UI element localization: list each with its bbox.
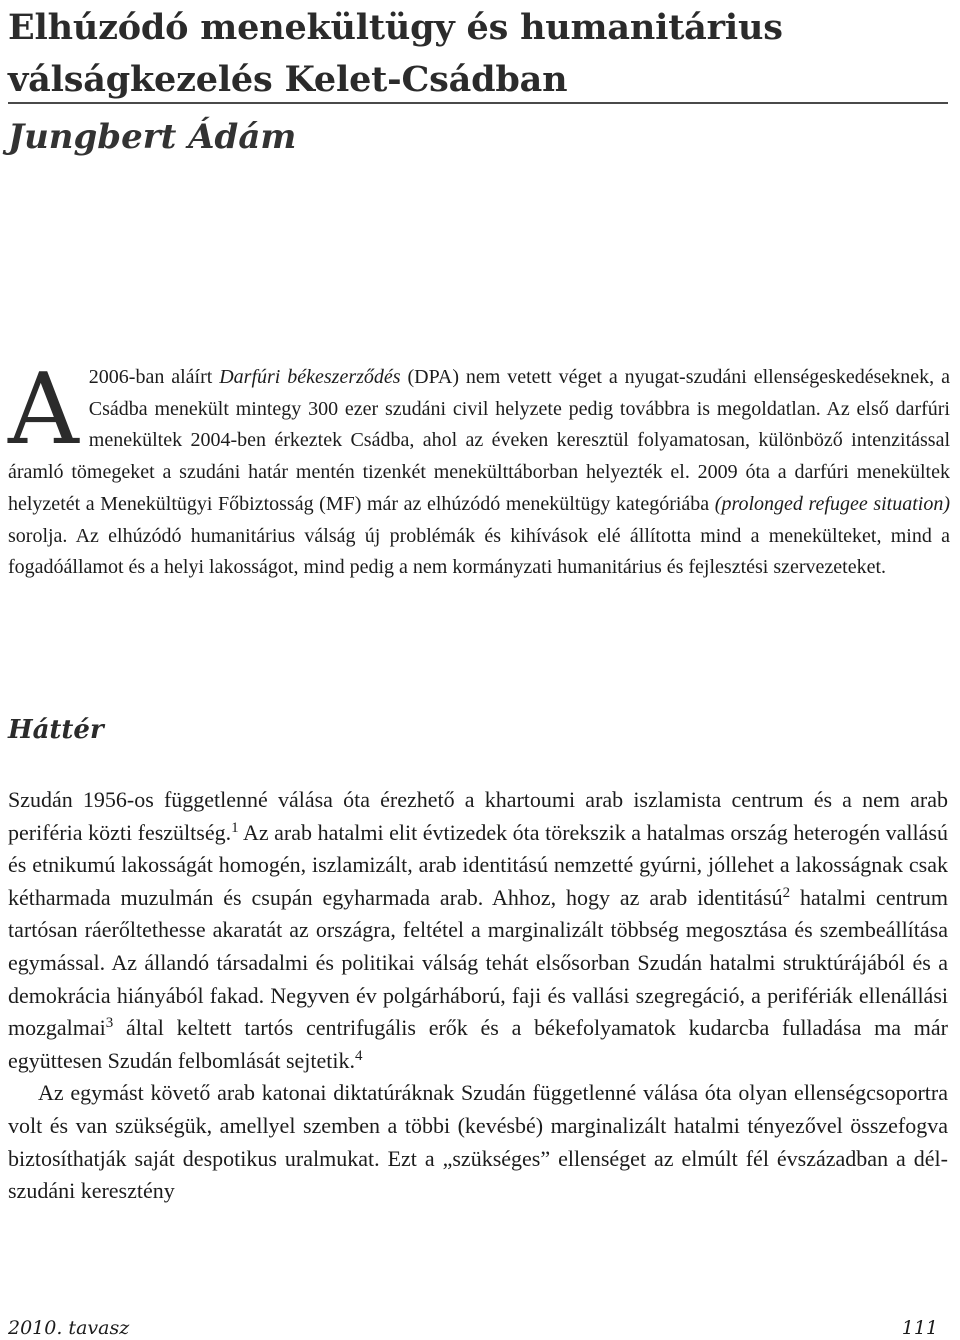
lead-emphasis-term: (prolonged refugee situation) [714, 492, 950, 515]
body-text-segment: Az arab hatalmi elit évtizedek óta törekszik a hatalmas ország heterogén vallású és etnikumú lakosságát homogén, iszlamizált, arab identitású nemzetté gyúrni, jóllehet a lakosságnak csak kétharmada muzulmán és csupán egyharmada arab. Ahhoz, hogy az arab identitású [8, 819, 948, 910]
lead-emphasis-treaty: Darfúri békeszerződés [219, 366, 401, 388]
article-title: Elhúzódó menekültügy és humanitárius válságkezelés Kelet-Csádban [8, 7, 783, 100]
footnote-ref-3[interactable]: 3 [105, 1015, 114, 1032]
title-divider [8, 102, 948, 104]
drop-cap: A [8, 353, 79, 467]
lead-text-2: (DPA) nem vetett véget a nyugat-szudáni ellenségeskedéseknek, a Csádba menekült mintegy 300 ezer szudáni civil helyzete pedig továbbra is megoldatlan. Az első darfúri menekültek 2004-ben érkeztek Csádba, ahol az éveken keresztül folyamatosan, különböző intenzitással áramló tömegeket a szudáni határ mentén tizenkét menekülttáborban helyezték el. 2009 óta a darfúri menekültek helyzetét a Menekültügyi Főbiztosság (MF) már az elhúzódó menekültügy kategóriába [8, 366, 950, 515]
footnote-ref-4[interactable]: 4 [355, 1047, 363, 1064]
section-body [8, 784, 948, 1208]
body-paragraph-1 [8, 784, 948, 1077]
footnote-ref-1[interactable]: 1 [231, 819, 239, 836]
body-text-segment: Szudán 1956-os függetlenné válása óta érezhető a khartoumi arab iszlamista centrum és a nem arab periféria közti feszültség. [8, 787, 948, 845]
lead-text-1: 2006-ban aláírt [88, 366, 220, 388]
body-text-segment: által keltett tartós centrifugális erők és a békefolyamatok kudarcba fulladása ma már együttesen Szudán felbomlását sejtetik. [8, 1015, 948, 1073]
body-text-segment: hatalmi centrum tartósan ráerőltethesse akaratát az országra, feltétel a marginalizált többség megosztása és szembeállítása egymással. Az állandó társadalmi és politikai válság tehát elsősorban Szudán hatalmi struktúrájából és a demokrácia hiányából fakad. Negyven év polgárháború, faji és vallási szegregáció, a perifériák ellenállási mozgalmai [8, 884, 949, 1041]
body-paragraph-2: Az egymást követő arab katonai diktatúráknak Szudán függetlenné válása óta olyan ellenségcsoportra volt és van szükségük, amellyel szemben a többi (kevésbé) marginalizált hatalmi tényezővel összefogva biztosíthatják saját despotikus uralmukat. Ezt a „szükséges” ellenséget az elmúlt fél évszázadban a dél-szudáni keresztény [8, 1080, 948, 1204]
section-heading: Háttér [8, 715, 104, 745]
lead-paragraph [8, 353, 950, 584]
footer-page-number: 111 [901, 1317, 938, 1339]
footer-issue: 2010. tavasz [8, 1317, 130, 1339]
lead-text-3: sorolja. Az elhúzódó humanitárius válság új problémák és kihívások elé állította mind a menekülteket, mind a fogadóállamot és a helyi lakosságot, mind pedig a nem kormányzati humanitárius és fejlesztési szervezeteket. [8, 524, 950, 579]
article-author: Jungbert Ádám [8, 117, 297, 157]
footnote-ref-2[interactable]: 2 [782, 884, 791, 901]
